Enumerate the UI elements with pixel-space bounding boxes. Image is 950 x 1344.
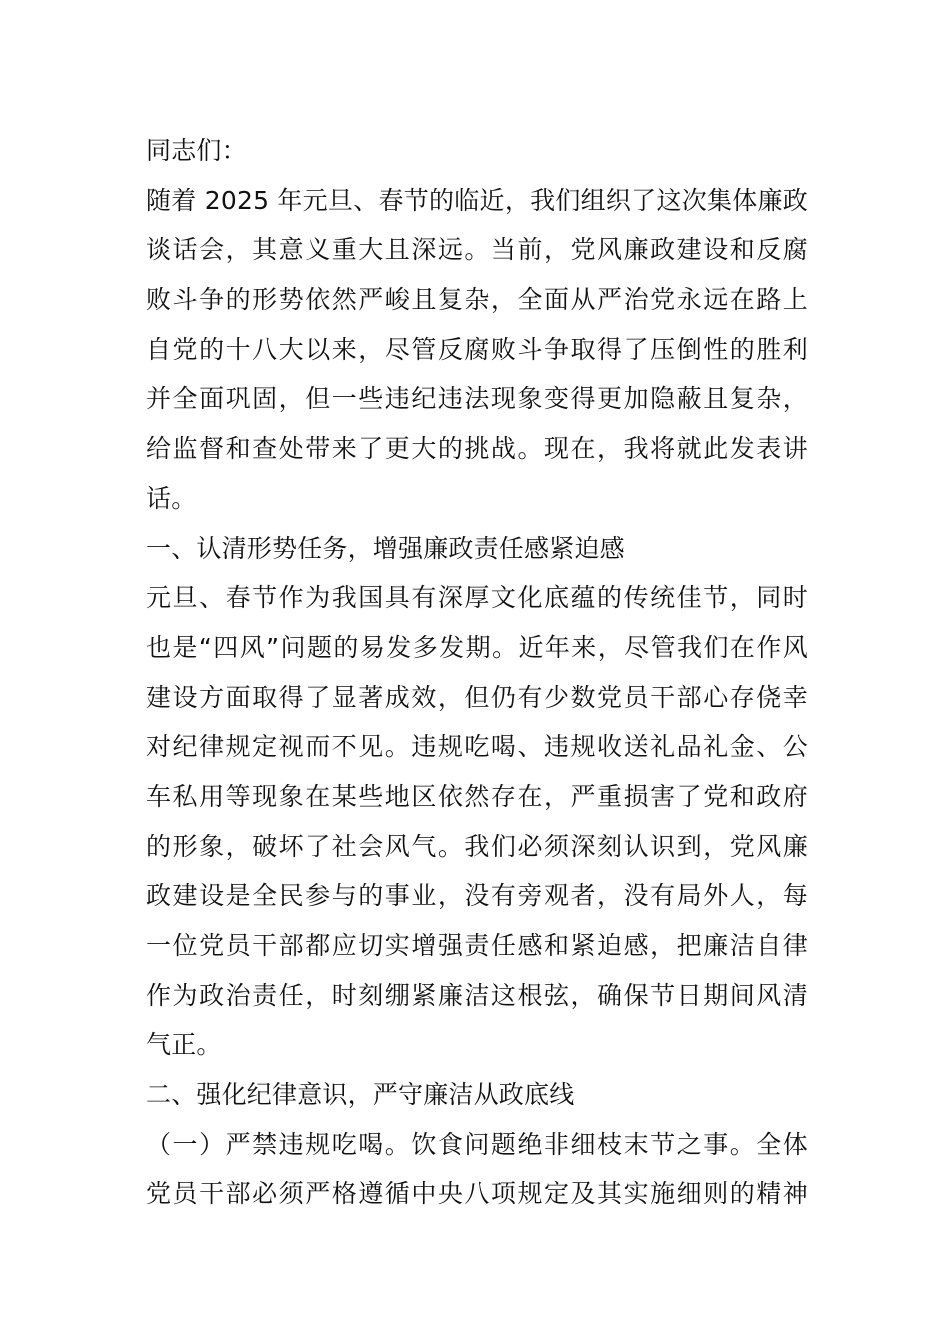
paragraph-line: 元旦、春节作为我国具有深厚文化底蕴的传统佳节，同时 xyxy=(146,583,808,613)
paragraph-line: 话。 xyxy=(146,483,197,513)
paragraph-line: 对纪律规定视而不见。违规吃喝、违规收送礼品礼金、公 xyxy=(146,732,808,762)
salutation: 同志们： xyxy=(146,136,247,165)
paragraph-3 xyxy=(146,1120,808,1219)
section-heading-2: 二、强化纪律意识，严守廉洁从政底线 xyxy=(146,1080,575,1110)
paragraph-line: 自党的十八大以来，尽管反腐败斗争取得了压倒性的胜利 xyxy=(146,334,808,364)
paragraph-line: 并全面巩固，但一些违纪违法现象变得更加隐蔽且复杂， xyxy=(146,384,808,414)
paragraph-line: 败斗争的形势依然严峻且复杂，全面从严治党永远在路上 xyxy=(146,285,808,315)
paragraph-1 xyxy=(146,176,808,524)
paragraph-line: 也是“四风”问题的易发多发期。近年来，尽管我们在作风 xyxy=(146,632,808,662)
document-body xyxy=(146,126,808,1219)
paragraph-line: 给监督和查处带来了更大的挑战。现在，我将就此发表讲 xyxy=(146,434,808,464)
paragraph-line: 作为政治责任，时刻绷紧廉洁这根弦，确保节日期间风清 xyxy=(146,980,808,1010)
paragraph-line: 气正。 xyxy=(146,1030,222,1060)
paragraph-line: 随着 2025 年元旦、春节的临近，我们组织了这次集体廉政 xyxy=(146,185,808,215)
paragraph-line: 党员干部必须严格遵循中央八项规定及其实施细则的精神 xyxy=(146,1179,808,1209)
section-heading-1: 一、认清形势任务，增强廉政责任感紧迫感 xyxy=(146,533,625,563)
paragraph-line: （一）严禁违规吃喝。饮食问题绝非细枝末节之事。全体 xyxy=(146,1129,808,1159)
paragraph-line: 一位党员干部都应切实增强责任感和紧迫感，把廉洁自律 xyxy=(146,931,808,960)
paragraph-line: 车私用等现象在某些地区依然存在，严重损害了党和政府 xyxy=(146,781,808,811)
paragraph-line: 政建设是全民参与的事业，没有旁观者，没有局外人，每 xyxy=(146,881,808,911)
paragraph-line: 建设方面取得了显著成效，但仍有少数党员干部心存侥幸 xyxy=(146,682,808,712)
paragraph-line: 谈话会，其意义重大且深远。当前，党风廉政建设和反腐 xyxy=(146,235,808,265)
paragraph-line: 的形象，破坏了社会风气。我们必须深刻认识到，党风廉 xyxy=(146,831,808,861)
paragraph-2 xyxy=(146,573,808,1070)
